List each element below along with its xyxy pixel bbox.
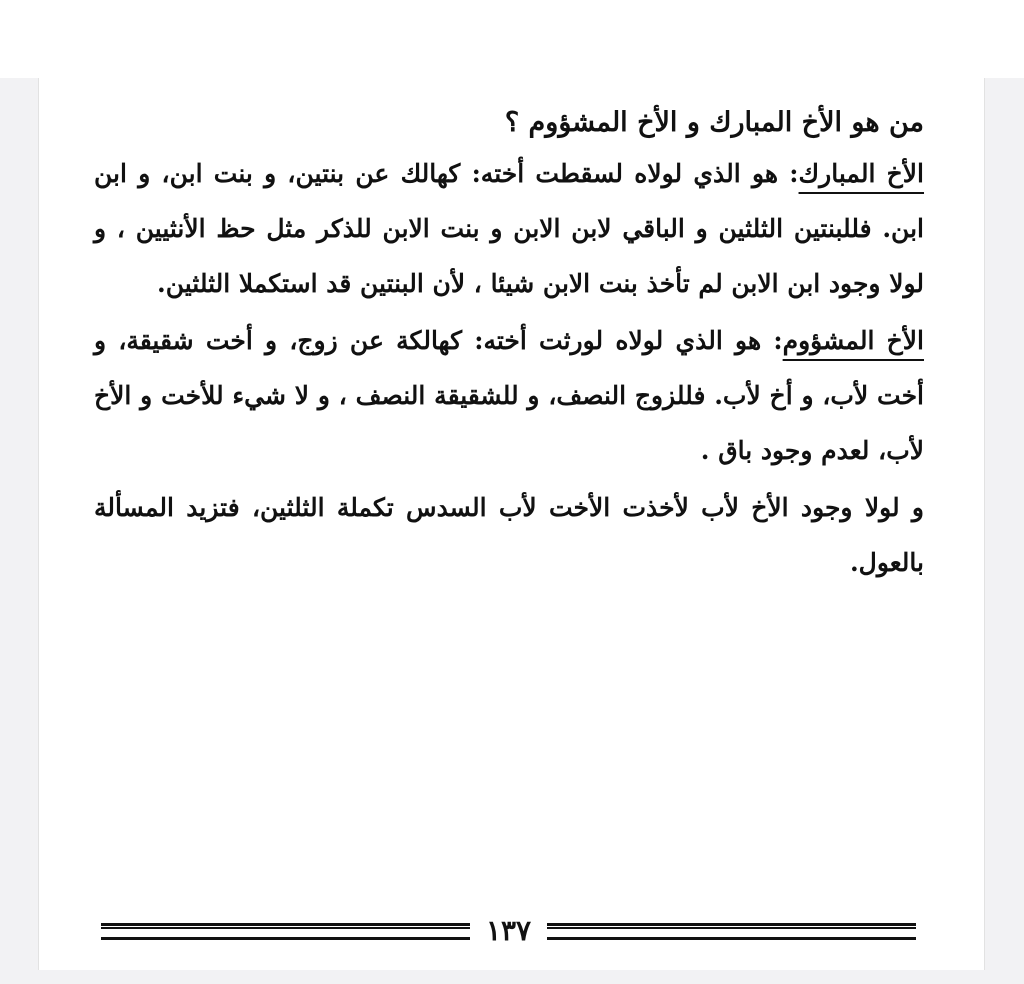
- page-text: [94, 106, 924, 590]
- footer-rule-left: [101, 923, 470, 940]
- page-heading: من هو الأخ المبارك و الأخ المشؤوم ؟: [504, 107, 924, 138]
- term-separator: :: [778, 159, 799, 188]
- definition-cursed-brother: هو الذي لولاه لورثت أخته: كهالكة عن زوج، و أخت شقيقة، و أخت لأب، و أخ لأب. فللزوج النصف، و للشقيقة النصف ، و لا شيء للأخت و الأخ لأب، لعدم وجود باق .: [94, 326, 924, 465]
- paragraph-cursed-brother: [94, 313, 924, 478]
- term-separator: :: [761, 326, 783, 355]
- top-margin: [0, 0, 1024, 78]
- paragraph-closing: و لولا وجود الأخ لأب لأخذت الأخت لأب السدس تكملة الثلثين، فتزيد المسألة بالعول.: [94, 493, 924, 577]
- page-number: ١٣٧: [485, 914, 532, 947]
- definition-blessed-brother: هو الذي لولاه لسقطت أخته: كهالك عن بنتين، و بنت ابن، و ابن ابن. فللبنتين الثلثين و الباقي لابن الابن و بنت الابن للذكر مثل حظ الأنثيين ، و لولا وجود ابن الابن لم تأخذ بنت الابن شيئا ، لأن البنتين قد استكملا الثلثين.: [94, 159, 924, 298]
- term-cursed-brother: الأخ المشؤوم: [782, 326, 924, 355]
- paragraph-blessed-brother: [94, 146, 924, 311]
- term-blessed-brother: الأخ المبارك: [798, 159, 925, 188]
- document-page: [38, 78, 985, 970]
- footer-rule-right: [547, 923, 916, 940]
- page-footer: [101, 914, 916, 947]
